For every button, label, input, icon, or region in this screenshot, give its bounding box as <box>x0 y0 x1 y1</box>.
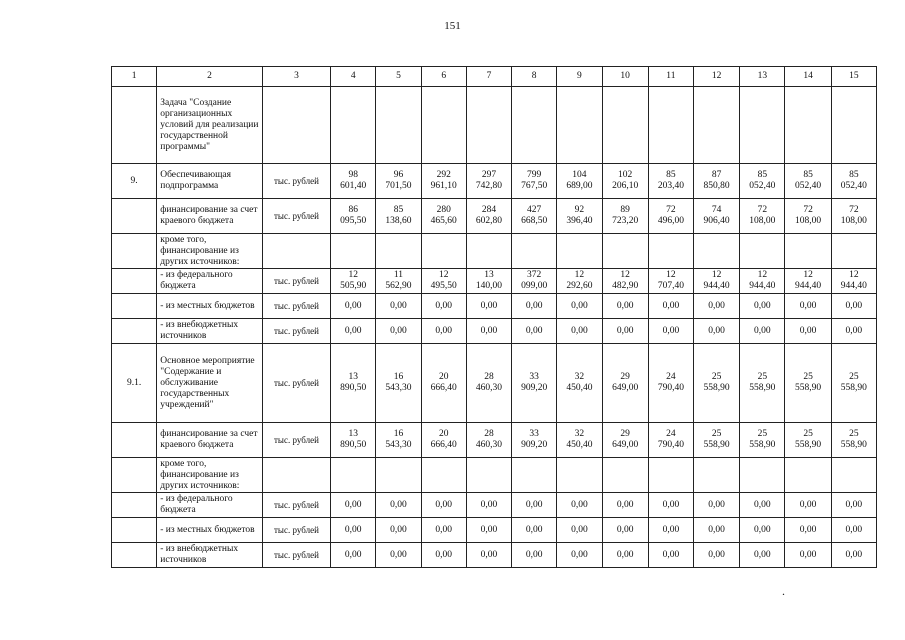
value-cell: 25 558,90 <box>694 423 740 458</box>
value-cell: 85 203,40 <box>648 164 693 199</box>
unit-cell: тыс. рублей <box>262 319 330 344</box>
unit-cell <box>262 234 330 269</box>
table-row <box>112 294 877 319</box>
unit-cell: тыс. рублей <box>262 423 330 458</box>
value-cell: 0,00 <box>602 294 648 319</box>
value-cell <box>831 234 876 269</box>
row-number-cell <box>112 294 157 319</box>
value-cell: 0,00 <box>602 493 648 518</box>
value-cell <box>785 234 831 269</box>
table-row <box>112 269 877 294</box>
value-cell: 0,00 <box>512 319 557 344</box>
value-cell: 28 460,30 <box>466 344 511 423</box>
value-cell: 0,00 <box>466 518 511 543</box>
value-cell: 12 944,40 <box>831 269 876 294</box>
value-cell: 33 909,20 <box>512 423 557 458</box>
row-name-cell: - из внебюджетных источников <box>157 319 263 344</box>
row-number-cell <box>112 319 157 344</box>
budget-table <box>111 66 877 568</box>
value-cell <box>602 234 648 269</box>
row-number-cell <box>112 87 157 164</box>
value-cell <box>648 234 693 269</box>
value-cell: 0,00 <box>740 294 785 319</box>
value-cell: 0,00 <box>648 319 693 344</box>
unit-cell: тыс. рублей <box>262 543 330 568</box>
value-cell: 0,00 <box>602 518 648 543</box>
value-cell: 0,00 <box>557 543 602 568</box>
unit-cell: тыс. рублей <box>262 493 330 518</box>
value-cell: 25 558,90 <box>740 344 785 423</box>
value-cell: 25 558,90 <box>831 344 876 423</box>
table-row <box>112 319 877 344</box>
value-cell: 13 890,50 <box>331 423 376 458</box>
value-cell: 0,00 <box>557 493 602 518</box>
value-cell <box>694 458 740 493</box>
value-cell: 13 140,00 <box>466 269 511 294</box>
value-cell: 799 767,50 <box>512 164 557 199</box>
row-number-cell <box>112 234 157 269</box>
value-cell: 25 558,90 <box>694 344 740 423</box>
value-cell: 0,00 <box>466 543 511 568</box>
header-cell: 13 <box>740 67 785 87</box>
value-cell <box>694 87 740 164</box>
value-cell: 102 206,10 <box>602 164 648 199</box>
header-cell: 2 <box>157 67 263 87</box>
value-cell: 0,00 <box>512 518 557 543</box>
value-cell: 0,00 <box>785 543 831 568</box>
row-number-cell: 9. <box>112 164 157 199</box>
value-cell: 0,00 <box>831 294 876 319</box>
value-cell: 0,00 <box>466 493 511 518</box>
value-cell: 0,00 <box>694 319 740 344</box>
value-cell: 25 558,90 <box>740 423 785 458</box>
value-cell: 0,00 <box>740 518 785 543</box>
table-row <box>112 344 877 423</box>
value-cell: 0,00 <box>694 543 740 568</box>
row-name-cell: Задача "Создание организационных условий для реализации государственной программы" <box>157 87 263 164</box>
value-cell <box>602 458 648 493</box>
value-cell: 0,00 <box>421 319 466 344</box>
value-cell <box>740 87 785 164</box>
value-cell: 89 723,20 <box>602 199 648 234</box>
value-cell <box>648 458 693 493</box>
header-cell: 4 <box>331 67 376 87</box>
value-cell: 72 108,00 <box>785 199 831 234</box>
value-cell: 74 906,40 <box>694 199 740 234</box>
header-cell: 1 <box>112 67 157 87</box>
value-cell: 11 562,90 <box>376 269 421 294</box>
value-cell: 427 668,50 <box>512 199 557 234</box>
value-cell: 24 790,40 <box>648 423 693 458</box>
table-body <box>112 67 877 568</box>
value-cell <box>557 234 602 269</box>
value-cell: 0,00 <box>512 543 557 568</box>
value-cell: 12 505,90 <box>331 269 376 294</box>
value-cell <box>512 234 557 269</box>
header-cell: 8 <box>512 67 557 87</box>
page-number: 151 <box>444 20 461 32</box>
unit-cell: тыс. рублей <box>262 269 330 294</box>
value-cell: 29 649,00 <box>602 423 648 458</box>
value-cell: 16 543,30 <box>376 423 421 458</box>
row-number-cell <box>112 269 157 294</box>
row-number-cell: 9.1. <box>112 344 157 423</box>
table-row <box>112 199 877 234</box>
value-cell <box>376 234 421 269</box>
value-cell <box>740 458 785 493</box>
table-row <box>112 493 877 518</box>
value-cell: 0,00 <box>648 493 693 518</box>
value-cell <box>648 87 693 164</box>
value-cell: 0,00 <box>785 493 831 518</box>
value-cell <box>785 458 831 493</box>
value-cell: 92 396,40 <box>557 199 602 234</box>
value-cell: 0,00 <box>331 319 376 344</box>
value-cell: 0,00 <box>512 294 557 319</box>
value-cell: 20 666,40 <box>421 423 466 458</box>
row-number-cell <box>112 493 157 518</box>
value-cell <box>376 458 421 493</box>
value-cell: 32 450,40 <box>557 423 602 458</box>
value-cell: 29 649,00 <box>602 344 648 423</box>
value-cell <box>831 458 876 493</box>
value-cell: 280 465,60 <box>421 199 466 234</box>
value-cell: 25 558,90 <box>785 344 831 423</box>
value-cell: 12 944,40 <box>785 269 831 294</box>
value-cell: 0,00 <box>331 493 376 518</box>
unit-cell: тыс. рублей <box>262 199 330 234</box>
footer-mark: . <box>782 584 785 598</box>
value-cell: 12 944,40 <box>740 269 785 294</box>
row-number-cell <box>112 199 157 234</box>
value-cell: 0,00 <box>648 543 693 568</box>
value-cell <box>512 87 557 164</box>
value-cell: 12 292,60 <box>557 269 602 294</box>
value-cell: 0,00 <box>376 319 421 344</box>
value-cell <box>376 87 421 164</box>
value-cell: 0,00 <box>376 518 421 543</box>
unit-cell: тыс. рублей <box>262 164 330 199</box>
value-cell: 25 558,90 <box>785 423 831 458</box>
value-cell: 297 742,80 <box>466 164 511 199</box>
table-row <box>112 234 877 269</box>
table-row <box>112 87 877 164</box>
value-cell: 0,00 <box>694 493 740 518</box>
value-cell <box>331 87 376 164</box>
value-cell: 0,00 <box>421 543 466 568</box>
value-cell: 24 790,40 <box>648 344 693 423</box>
value-cell: 0,00 <box>466 319 511 344</box>
value-cell: 0,00 <box>831 518 876 543</box>
value-cell: 0,00 <box>557 518 602 543</box>
value-cell: 0,00 <box>421 294 466 319</box>
value-cell: 0,00 <box>376 294 421 319</box>
value-cell: 0,00 <box>694 294 740 319</box>
value-cell: 0,00 <box>557 319 602 344</box>
value-cell: 0,00 <box>376 493 421 518</box>
value-cell: 87 850,80 <box>694 164 740 199</box>
value-cell: 0,00 <box>785 294 831 319</box>
value-cell <box>831 87 876 164</box>
value-cell: 12 482,90 <box>602 269 648 294</box>
value-cell <box>785 87 831 164</box>
row-number-cell <box>112 423 157 458</box>
table-row <box>112 164 877 199</box>
row-number-cell <box>112 458 157 493</box>
header-row <box>112 67 877 87</box>
row-name-cell: Обеспечивающая подпрограмма <box>157 164 263 199</box>
row-name-cell: - из местных бюджетов <box>157 518 263 543</box>
value-cell: 0,00 <box>331 543 376 568</box>
unit-cell: тыс. рублей <box>262 294 330 319</box>
row-name-cell: финансирование за счет краевого бюджета <box>157 423 263 458</box>
value-cell: 0,00 <box>557 294 602 319</box>
table-row <box>112 423 877 458</box>
value-cell <box>331 234 376 269</box>
value-cell: 0,00 <box>602 543 648 568</box>
value-cell: 20 666,40 <box>421 344 466 423</box>
header-cell: 3 <box>262 67 330 87</box>
table-row <box>112 518 877 543</box>
value-cell <box>602 87 648 164</box>
table-row <box>112 458 877 493</box>
value-cell: 86 095,50 <box>331 199 376 234</box>
table-row <box>112 543 877 568</box>
value-cell: 0,00 <box>421 518 466 543</box>
value-cell <box>421 234 466 269</box>
header-cell: 6 <box>421 67 466 87</box>
value-cell: 0,00 <box>602 319 648 344</box>
value-cell <box>421 87 466 164</box>
value-cell: 0,00 <box>740 543 785 568</box>
value-cell: 0,00 <box>331 294 376 319</box>
value-cell: 0,00 <box>694 518 740 543</box>
unit-cell <box>262 87 330 164</box>
value-cell: 284 602,80 <box>466 199 511 234</box>
row-name-cell: Основное мероприятие "Содержание и обслуживание государственных учреждений" <box>157 344 263 423</box>
value-cell: 25 558,90 <box>831 423 876 458</box>
value-cell: 12 495,50 <box>421 269 466 294</box>
value-cell: 0,00 <box>740 319 785 344</box>
header-cell: 15 <box>831 67 876 87</box>
value-cell: 85 052,40 <box>740 164 785 199</box>
value-cell: 104 689,00 <box>557 164 602 199</box>
value-cell <box>331 458 376 493</box>
value-cell: 98 601,40 <box>331 164 376 199</box>
value-cell: 0,00 <box>785 319 831 344</box>
value-cell: 0,00 <box>740 493 785 518</box>
value-cell <box>557 87 602 164</box>
header-cell: 9 <box>557 67 602 87</box>
row-name-cell: - из местных бюджетов <box>157 294 263 319</box>
value-cell <box>557 458 602 493</box>
value-cell: 85 052,40 <box>785 164 831 199</box>
value-cell: 0,00 <box>421 493 466 518</box>
value-cell: 85 052,40 <box>831 164 876 199</box>
value-cell: 28 460,30 <box>466 423 511 458</box>
value-cell <box>512 458 557 493</box>
value-cell: 0,00 <box>648 518 693 543</box>
unit-cell: тыс. рублей <box>262 518 330 543</box>
value-cell: 0,00 <box>648 294 693 319</box>
unit-cell <box>262 458 330 493</box>
value-cell: 0,00 <box>785 518 831 543</box>
value-cell: 0,00 <box>512 493 557 518</box>
row-name-cell: кроме того, финансирование из других источников: <box>157 234 263 269</box>
row-number-cell <box>112 543 157 568</box>
row-number-cell <box>112 518 157 543</box>
header-cell: 12 <box>694 67 740 87</box>
value-cell: 72 108,00 <box>740 199 785 234</box>
row-name-cell: - из федерального бюджета <box>157 493 263 518</box>
value-cell: 96 701,50 <box>376 164 421 199</box>
value-cell: 0,00 <box>466 294 511 319</box>
unit-cell: тыс. рублей <box>262 344 330 423</box>
value-cell <box>740 234 785 269</box>
value-cell: 13 890,50 <box>331 344 376 423</box>
value-cell: 0,00 <box>831 543 876 568</box>
value-cell: 0,00 <box>331 518 376 543</box>
value-cell <box>421 458 466 493</box>
value-cell: 0,00 <box>376 543 421 568</box>
row-name-cell: кроме того, финансирование из других источников: <box>157 458 263 493</box>
value-cell: 72 108,00 <box>831 199 876 234</box>
value-cell: 12 707,40 <box>648 269 693 294</box>
value-cell: 372 099,00 <box>512 269 557 294</box>
value-cell: 0,00 <box>831 319 876 344</box>
value-cell: 0,00 <box>831 493 876 518</box>
header-cell: 5 <box>376 67 421 87</box>
header-cell: 10 <box>602 67 648 87</box>
value-cell: 32 450,40 <box>557 344 602 423</box>
header-cell: 14 <box>785 67 831 87</box>
row-name-cell: финансирование за счет краевого бюджета <box>157 199 263 234</box>
value-cell <box>694 234 740 269</box>
value-cell <box>466 458 511 493</box>
value-cell: 16 543,30 <box>376 344 421 423</box>
value-cell: 85 138,60 <box>376 199 421 234</box>
header-cell: 7 <box>466 67 511 87</box>
row-name-cell: - из федерального бюджета <box>157 269 263 294</box>
value-cell <box>466 87 511 164</box>
value-cell: 72 496,00 <box>648 199 693 234</box>
row-name-cell: - из внебюджетных источников <box>157 543 263 568</box>
value-cell: 12 944,40 <box>694 269 740 294</box>
header-cell: 11 <box>648 67 693 87</box>
value-cell: 33 909,20 <box>512 344 557 423</box>
value-cell <box>466 234 511 269</box>
value-cell: 292 961,10 <box>421 164 466 199</box>
